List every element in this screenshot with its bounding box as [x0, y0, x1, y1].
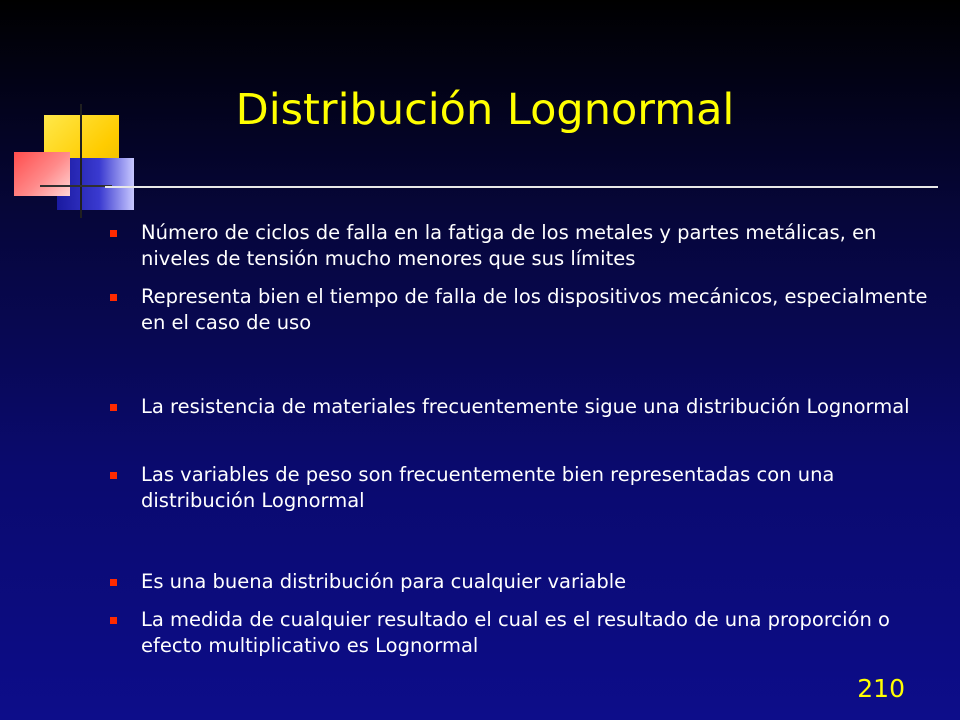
square-bullet-icon — [110, 404, 117, 411]
bullet-text: Número de ciclos de falla en la fatiga de los metales y partes metálicas, en niveles de tensión mucho menores que sus límites — [141, 221, 877, 270]
square-bullet-icon — [110, 579, 117, 586]
red-square-decoration — [14, 152, 70, 196]
bullet-text: Las variables de peso son frecuentemente bien representadas con una distribución Lognormal — [141, 463, 835, 512]
horizontal-line-decoration — [40, 185, 112, 187]
bullet-text: Es una buena distribución para cualquier variable — [141, 570, 627, 593]
title-underline-rule — [105, 186, 938, 188]
page-number: 210 — [857, 674, 905, 703]
slide-title: Distribución Lognormal — [235, 85, 735, 135]
bullet-text: La medida de cualquier resultado el cual es el resultado de una proporción o efecto multiplicativo es Lognormal — [141, 608, 890, 657]
bullet-text: La resistencia de materiales frecuentemente sigue una distribución Lognormal — [141, 395, 910, 418]
square-bullet-icon — [110, 230, 117, 237]
vertical-line-decoration — [80, 104, 82, 218]
square-bullet-icon — [110, 617, 117, 624]
square-bullet-icon — [110, 472, 117, 479]
square-bullet-icon — [110, 294, 117, 301]
bullet-text: Representa bien el tiempo de falla de los dispositivos mecánicos, especialmente en el caso de uso — [141, 285, 928, 334]
